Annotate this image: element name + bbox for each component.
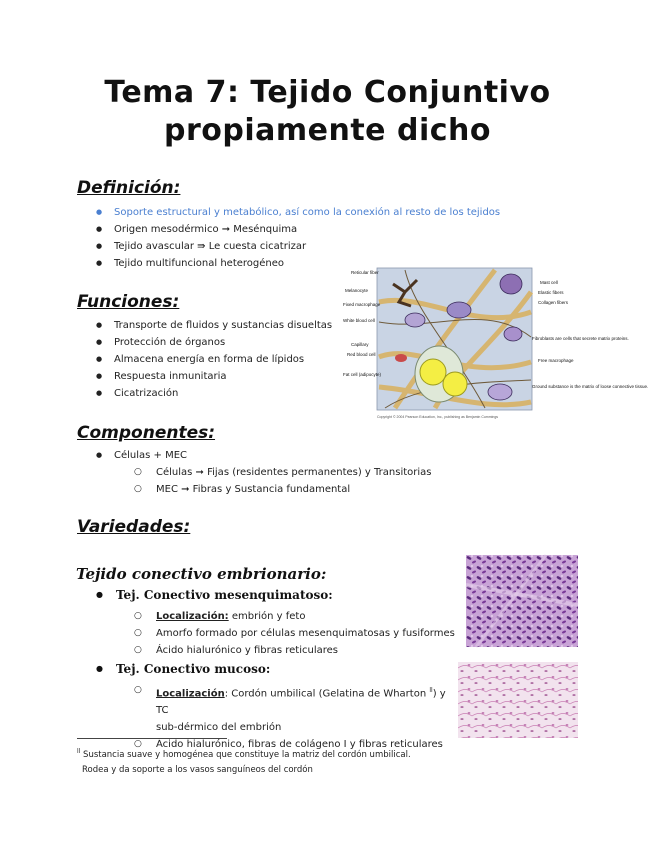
localizacion-text: : Cordón umbilical (Gelatina de Wharton: [224, 688, 430, 700]
label: Elastic fibers: [538, 290, 564, 295]
mesenquimatoso-title: ● Tej. Conectivo mesenquimatoso:: [96, 588, 333, 602]
diagram-labels-right: [532, 280, 648, 389]
micrograph-svg: [466, 555, 578, 647]
micrograph-svg: [458, 662, 578, 738]
label: Fibroblasts are cells that secrete matrix proteins.: [532, 336, 629, 341]
list-item: ● Cicatrización: [96, 385, 332, 402]
label: Fixed macrophage: [343, 302, 381, 307]
fat-cell-icon: [443, 372, 467, 396]
page-title: [60, 74, 595, 150]
list-item: ● Tejido multifuncional heterogéneo: [96, 255, 500, 272]
label: Red blood cell: [347, 352, 376, 357]
list-item: ○ Ácido hialurónico, fibras de colágeno I y fibras reticulares: [134, 736, 454, 753]
label: Melanocyte: [345, 288, 369, 293]
embrionario-heading: Tejido conectivo embrionario:: [76, 565, 327, 583]
mucous-micrograph: [458, 662, 578, 738]
mucoso-list: [134, 682, 454, 753]
componentes-sublist: [134, 464, 432, 498]
label: Reticular fiber: [351, 270, 379, 275]
list-item: [134, 608, 455, 625]
title-line-1: Tema 7: Tejido Conjuntivo: [104, 75, 551, 110]
list-item: ● Soporte estructural y metabólico, así como la conexión al resto de los tejidos: [96, 204, 500, 221]
componentes-heading: Componentes:: [77, 423, 216, 443]
list-item: ○ Amorfo formado por células mesenquimatosas y fusiformes: [134, 625, 455, 642]
title-line-2: propiamente dicho: [164, 113, 491, 148]
list-item: ● Respuesta inmunitaria: [96, 368, 332, 385]
diagram-svg: [335, 262, 649, 420]
list-item: ● Origen mesodérmico ➞ Mesénquima: [96, 221, 500, 238]
list-item: [96, 447, 432, 498]
list-item: ● Protección de órganos: [96, 334, 332, 351]
label: Mast cell: [540, 280, 558, 285]
footnote-line-1: Sustancia suave y homogénea que constituye la matriz del cordón umbilical.: [80, 749, 411, 760]
label: White blood cell: [343, 318, 375, 323]
fat-cell-icon: [420, 359, 446, 385]
variedades-heading: Variedades:: [77, 517, 191, 537]
red-blood-cell-icon: [395, 354, 407, 362]
diagram-labels-left: [343, 270, 382, 377]
list-item: ● Transporte de fluidos y sustancias disueltas: [96, 317, 332, 334]
footnote-ref: ll: [429, 687, 433, 694]
list-item: ○ MEC ➞ Fibras y Sustancia fundamental: [134, 481, 432, 498]
list-item: ● Tejido avascular ⇛ Le cuesta cicatrizar: [96, 238, 500, 255]
list-item: ○ Células ➞ Fijas (residentes permanentes) y Transitorias: [134, 464, 432, 481]
connective-tissue-diagram: [335, 262, 649, 420]
label: Free macrophage: [538, 358, 574, 363]
localizacion-text: embrión y feto: [228, 611, 306, 622]
funciones-list: [96, 317, 332, 402]
label: Capillary: [351, 342, 369, 347]
componentes-main: Células + MEC: [114, 450, 188, 461]
funciones-heading: Funciones:: [77, 292, 180, 312]
mucoso-title: ● Tej. Conectivo mucoso:: [96, 662, 270, 676]
footnote-marker: ll: [77, 748, 81, 755]
localizacion-text: sub-dérmico del embrión: [156, 722, 282, 734]
list-item: ○ Ácido hialurónico y fibras reticulares: [134, 642, 455, 659]
list-item: ● Almacena energía en forma de lípidos: [96, 351, 332, 368]
definicion-heading: Definición:: [77, 178, 181, 198]
label: Collagen fibers: [538, 300, 569, 305]
list-item: [134, 682, 454, 736]
componentes-list: [96, 447, 432, 498]
label: Ground substance is the matrix of loose connective tissue.: [532, 384, 649, 389]
footnote: [77, 744, 411, 778]
mesenquimatoso-list: [134, 608, 455, 659]
localizacion-label: Localización:: [156, 611, 229, 622]
figure-credit: Copyright © 2004 Pearson Education, Inc., publishing as Benjamin Cummings: [377, 415, 499, 419]
localizacion-label: Localización: [156, 688, 225, 700]
localizacion-text: ) y TC: [156, 688, 446, 717]
mesenchymal-micrograph: [466, 555, 578, 647]
label: Fat cell (adipocyte): [343, 372, 382, 377]
footnote-line-2: Rodea y da soporte a los vasos sanguíneos del cordón: [82, 764, 313, 775]
footnote-separator: [77, 738, 227, 739]
